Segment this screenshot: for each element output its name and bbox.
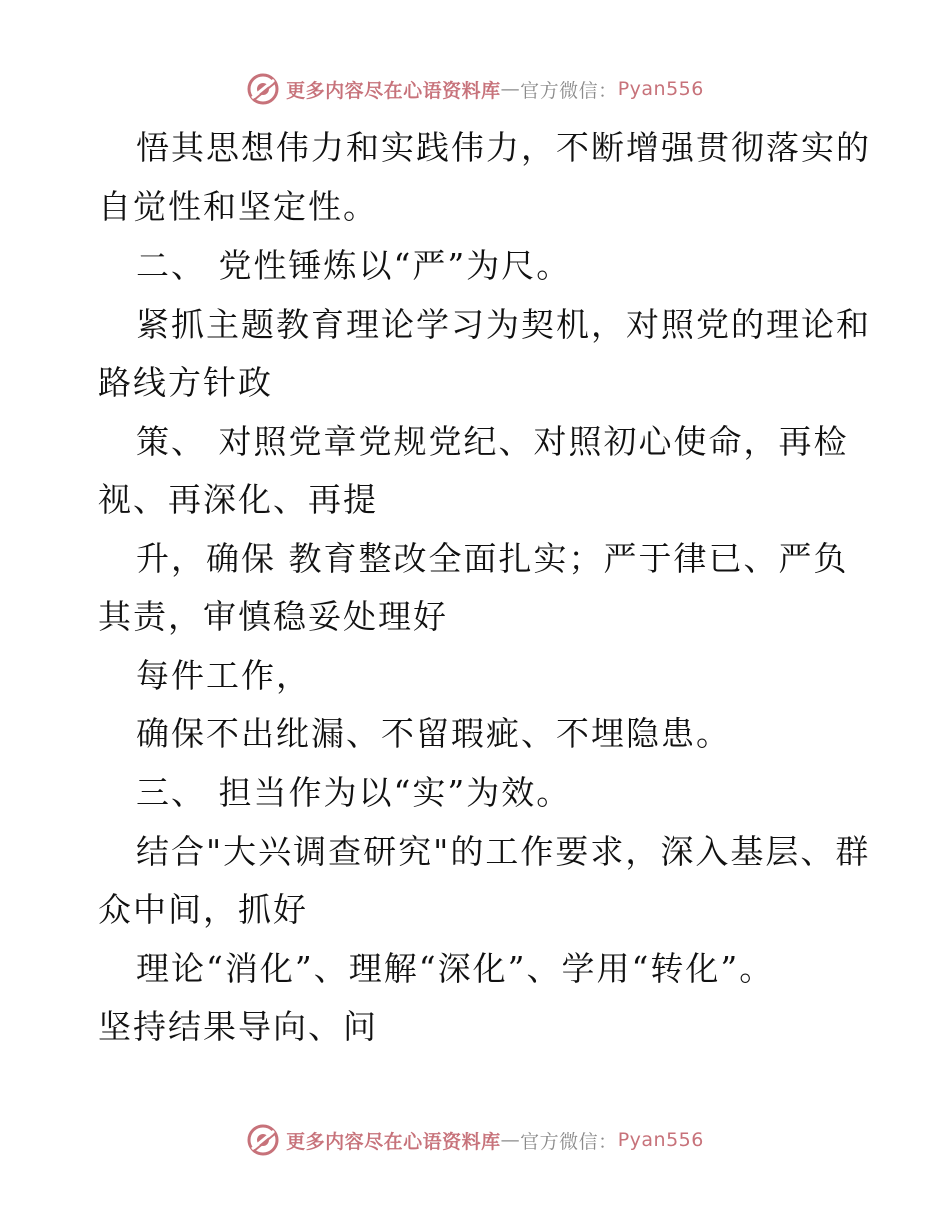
- text-line: 路线方针政: [98, 363, 273, 402]
- watermark-label: 官方微信：: [520, 1130, 618, 1153]
- text-line: 众中间，抓好: [98, 890, 308, 929]
- watermark-dash: —: [500, 1129, 521, 1151]
- text-line: 每件工作，: [136, 656, 311, 695]
- watermark-label: 官方微信：: [520, 79, 618, 102]
- section-heading: 三、 担当作为以“实”为效。: [136, 773, 572, 812]
- text-line: 视、再深化、再提: [98, 480, 378, 519]
- text-line: 确保不出纰漏、不留瑕疵、不埋隐患。: [136, 714, 731, 753]
- text-line: 坚持结果导向、问: [98, 1007, 378, 1046]
- logo-icon: [246, 1123, 280, 1157]
- watermark-wechat-id: Pyan556: [617, 1129, 704, 1151]
- header-watermark: [0, 72, 950, 106]
- text-line: 结合"大兴调查研究"的工作要求，深入基层、群: [136, 832, 871, 871]
- text-line: 悟其思想伟力和实践伟力，不断增强贯彻落实的: [136, 128, 871, 167]
- text-line: 理论“消化”、理解“深化”、学用“转化”。: [136, 949, 775, 988]
- footer-watermark: [0, 1123, 950, 1157]
- watermark-dash: —: [500, 78, 521, 100]
- section-heading: 二、 党性锤炼以“严”为尺。: [136, 246, 572, 285]
- watermark-wechat-id: Pyan556: [617, 78, 704, 100]
- text-line: 紧抓主题教育理论学习为契机，对照党的理论和: [136, 305, 871, 344]
- text-line: 升，确保 教育整改全面扎实；严于律已、严负: [136, 539, 849, 578]
- text-line: 策、 对照党章党规党纪、对照初心使命，再检: [136, 422, 849, 461]
- text-line: 其责，审慎稳妥处理好: [98, 597, 448, 636]
- watermark-site-text: 更多内容尽在心语资料库: [286, 79, 501, 102]
- text-line: 自觉性和坚定性。: [98, 187, 378, 226]
- logo-icon: [246, 72, 280, 106]
- watermark-site-text: 更多内容尽在心语资料库: [286, 1130, 501, 1153]
